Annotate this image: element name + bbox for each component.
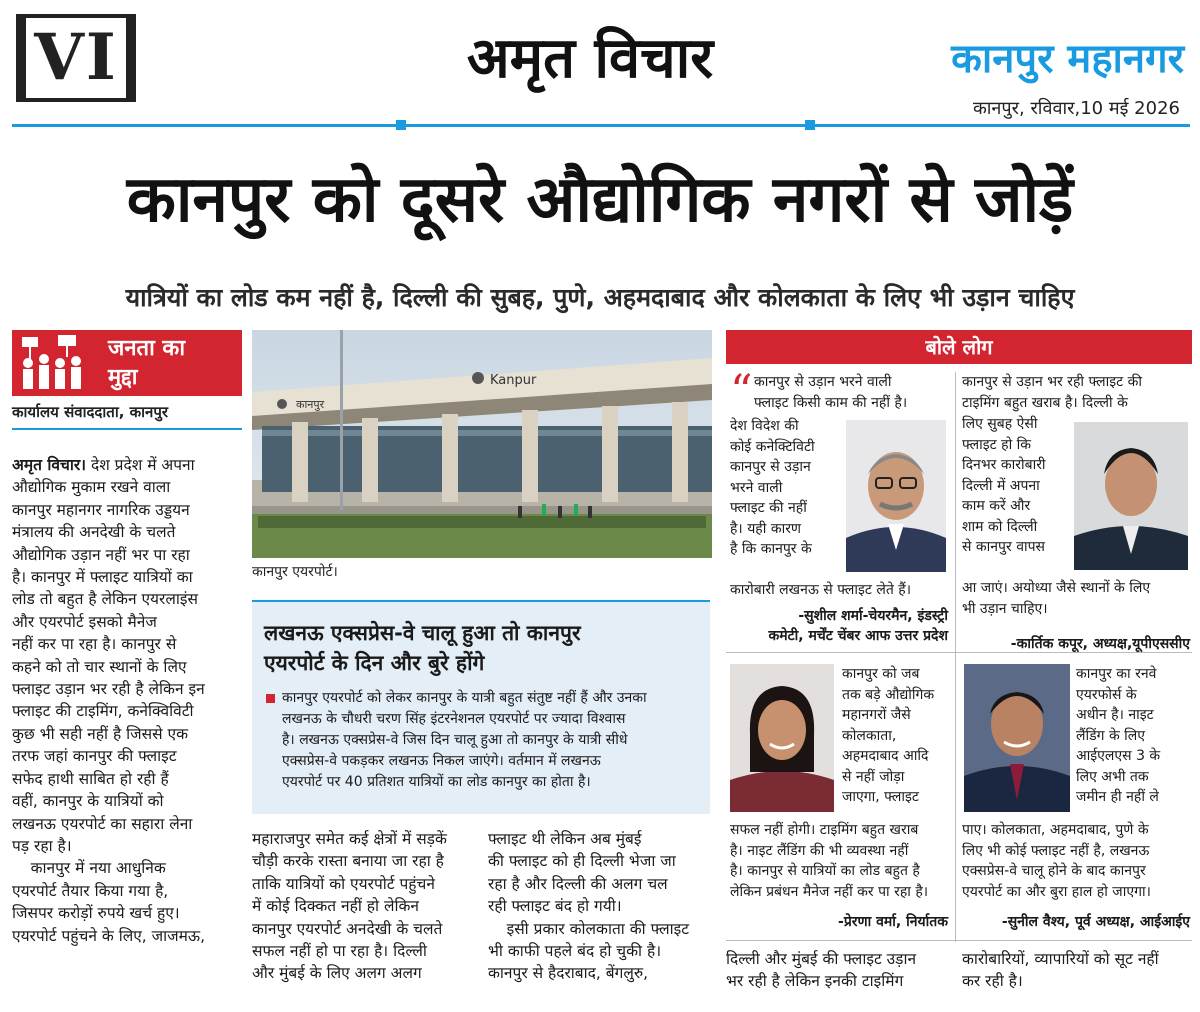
bole-log-title: बोले लोग [925, 335, 993, 359]
quote-line: कानपुर का रनवे [1076, 666, 1157, 682]
quote-line: टाइमिंग बहुत खराब है। दिल्ली के [962, 394, 1128, 411]
story-line: कानपुर एयरपोर्ट अनदेखी के चलते [252, 919, 443, 938]
substory-body [282, 688, 702, 793]
portrait-sushil-sharma [846, 420, 946, 572]
quote-3-attribution [726, 912, 948, 932]
quote-2-attribution [960, 634, 1190, 654]
substory-line: लखनऊ के चौधरी चरण सिंह इंटरनेशनल एयरपोर्ट पर ज्यादा विश्वास [282, 711, 626, 727]
quote-2-wrap [962, 414, 1068, 558]
newspaper-name: अमृत विचार [466, 25, 714, 91]
quote-line: है। यही कारण [730, 520, 802, 537]
story-column-5 [962, 948, 1190, 993]
quote-mark-icon: “ [730, 366, 753, 417]
story-line: कारोबारियों, व्यापारियों को सूट नहीं [962, 950, 1159, 968]
attribution-line: -कार्तिक कपूर, अध्यक्ष,यूपीएससीए [1010, 636, 1190, 652]
quote-1-tail [730, 580, 950, 601]
substory-line: एक्सप्रेस-वे पकड़कर लखनऊ निकल जाएंगे। वर्तमान में लखनऊ [282, 753, 601, 769]
quote-line: है कि कानपुर के [730, 541, 812, 557]
attribution-line: -सुशील शर्मा-चेयरमैन, इंडस्ट्री [798, 608, 948, 624]
story-line: लखनऊ एयरपोर्ट का सहारा लेना [12, 814, 193, 833]
story-line: कर रही है। [962, 972, 1023, 991]
row-divider [726, 940, 1192, 941]
quote-line: कोलकाता, [842, 727, 897, 744]
story-column-3 [488, 828, 710, 985]
quote-2-tail [962, 578, 1190, 619]
quote-line: से नहीं जोड़ा [842, 768, 905, 785]
quote-line: एयरफोर्स के [1076, 686, 1137, 703]
story-line: कानपुर से हैदराबाद, बेंगलुरु, [488, 964, 649, 983]
story-line: नहीं कर पा रहा है। कानपुर से [12, 635, 177, 654]
story-line: रहा है और दिल्ली की अलग चल [488, 874, 668, 893]
story-line: कुछ भी सही नहीं है जिससे एक [12, 724, 188, 743]
story-line: पड़ रहा है। [12, 836, 72, 855]
quote-line: कानपुर से उड़ान भर रही फ्लाइट की [962, 374, 1143, 390]
story-line: जिसपर करोड़ों रुपये खर्च हुए। [12, 904, 180, 923]
story-paragraph-2 [12, 857, 244, 879]
story-line: औद्योगिक उड़ान नहीं भर पा रहा [12, 545, 190, 564]
city-edition: कानपुर महानगर [951, 36, 1184, 82]
airport-logo-icon [472, 372, 484, 384]
story-line: इसी प्रकार कोलकाता की फ्लाइट [506, 919, 690, 938]
attribution-line: -प्रेरणा वर्मा, निर्यातक [838, 914, 948, 930]
airport-photo [252, 330, 712, 558]
photo-caption: कानपुर एयरपोर्ट। [252, 564, 338, 580]
airport-sign-hindi: कानपुर [296, 398, 325, 411]
quote-line: फ्लाइट हो कि [962, 436, 1032, 453]
attribution-line: -सुनील वैश्य, पूर्व अध्यक्ष, आईआईए [1001, 914, 1190, 930]
protest-crowd-icon [18, 335, 88, 391]
story-line: की फ्लाइट को ही दिल्ली भेजा जा [488, 852, 676, 871]
byline: कार्यालय संवाददाता, कानपुर [12, 403, 169, 421]
quote-line: लैंडिंग के लिए [1076, 727, 1146, 744]
quote-line: है। नाइट लैंडिंग की भी व्यवस्था नहीं [730, 842, 909, 859]
story-line: मंत्रालय की अनदेखी के चलते [12, 523, 176, 542]
story-line: औद्योगिक मुकाम रखने वाला [12, 478, 171, 497]
bole-log-header [726, 330, 1192, 364]
quote-line: एयरपोर्ट का और बुरा हाल हो जाएगा। [962, 883, 1151, 900]
quote-line: महानगरों जैसे [842, 707, 911, 723]
story-paragraph-1 [12, 454, 244, 857]
airport-sign-english: Kanpur [490, 373, 537, 388]
story-line: और मुंबई के लिए अलग अलग [252, 964, 422, 983]
rule-marker [396, 120, 406, 130]
quote-line: अधीन है। नाइट [1076, 707, 1154, 723]
substory-line: है। लखनऊ एक्सप्रेस-वे जिस दिन चालू हुआ तो कानपुर के यात्री सीधे [282, 732, 628, 748]
quote-line: जमीन ही नहीं ले [1076, 789, 1159, 805]
column-divider [955, 372, 956, 942]
story-line: चौड़ी करके रास्ता बनाया जा रहा है [252, 852, 444, 871]
substory-headline [264, 618, 704, 678]
story-line: दिल्ली और मुंबई की फ्लाइट उड़ान [726, 950, 917, 968]
quote-3-tail [730, 820, 952, 902]
person-portrait-icon [964, 664, 1070, 812]
quote-line: से कानपुर वापस [962, 539, 1046, 555]
story-line: कानपुर में नया आधुनिक [30, 859, 166, 878]
quote-line: पाए। कोलकाता, अहमदाबाद, पुणे के [962, 822, 1149, 838]
quote-line: है। कानपुर से यात्रियों का लोड बहुत है [730, 863, 920, 879]
story-line: सफेद हाथी साबित हो रही हैं [12, 769, 169, 788]
page-number: VI [16, 14, 136, 102]
substory-line: कानपुर एयरपोर्ट को लेकर कानपुर के यात्री बहुत संतुष्ट नहीं हैं और उनका [282, 690, 647, 706]
story-line: रही फ्लाइट बंद हो गयी। [488, 897, 622, 916]
person-portrait-icon [730, 664, 834, 812]
quote-line: कारोबारी लखनऊ से फ्लाइट लेते हैं। [730, 582, 912, 598]
story-line: सफल नहीं हो पा रहा है। दिल्ली [252, 942, 427, 961]
quote-line: आईएलएस 3 के [1076, 748, 1161, 764]
quote-4-attribution [960, 912, 1190, 932]
quote-line: लेकिन प्रबंधन मैनेज नहीं कर पा रहा है। [730, 883, 929, 900]
airport-logo-icon [277, 399, 287, 409]
quote-line: फ्लाइट किसी काम की नहीं है। [754, 394, 908, 411]
story-line: फ्लाइट उड़ान भर रही है लेकिन इन [12, 680, 205, 699]
story-line: फ्लाइट की टाइमिंग, कनेक्विविटी [12, 702, 194, 721]
portrait-sunil-vaishya [964, 664, 1070, 812]
story-line: एयरपोर्ट तैयार किया गया है, [12, 881, 169, 900]
quote-line: भरने वाली [730, 479, 783, 496]
story-column-1 [12, 454, 244, 947]
story-line: तरफ जहां कानपुर की फ्लाइट [12, 747, 177, 766]
substory-headline-line: एयरपोर्ट के दिन और बुरे होंगे [264, 651, 485, 675]
substory-line: एयरपोर्ट पर 40 प्रतिशत यात्रियों का लोड कानपुर का होता है। [282, 774, 591, 790]
quote-line: सफल नहीं होगी। टाइमिंग बहुत खराब [730, 822, 919, 838]
story-line: में कोई दिक्कत नहीं हो लेकिन [252, 897, 419, 916]
quote-line: लिए अभी तक [1076, 768, 1149, 785]
story-line: ताकि यात्रियों को एयरपोर्ट पहुंचने [252, 874, 435, 893]
bullet-icon [266, 694, 275, 703]
quote-3-wrap [842, 664, 950, 808]
person-portrait-icon [1074, 422, 1188, 570]
quote-line: दिनभर कारोबारी [962, 457, 1046, 473]
attribution-line: कमेटी, मर्चेंट चेंबर आफ उत्तर प्रदेश [768, 628, 948, 644]
story-line: कहने को तो चार स्थानों के लिए [12, 657, 187, 676]
story-line: वहीं, कानपुर के यात्रियों को [12, 792, 164, 811]
story-line: भी काफी पहले बंद हो चुकी है। [488, 942, 662, 961]
rule-marker [805, 120, 815, 130]
story-line: और एयरपोर्ट इसको मैनेज [12, 612, 157, 631]
portrait-prerna-verma [730, 664, 834, 812]
story-line: महाराजपुर समेत कई क्षेत्रों में सड़कें [252, 830, 447, 848]
quote-1-head [754, 372, 950, 413]
quote-line: कानपुर को जब [842, 666, 920, 682]
headline: कानपुर को दूसरे औद्योगिक नगरों से जोड़ें [126, 163, 1074, 237]
story-paragraph-2-cont [12, 880, 244, 947]
story-line: लोड तो बहुत है लेकिन एयरलाइंस [12, 590, 198, 609]
quote-2-head [962, 372, 1190, 413]
story-line: देश प्रदेश में अपना [90, 456, 195, 474]
quote-line: कोई कनेक्टिविटी [730, 438, 815, 455]
quote-line: फ्लाइट की नहीं [730, 500, 807, 516]
story-line: कानपुर महानगर नागरिक उड्डयन [12, 500, 190, 519]
quote-line: एक्सप्रेस-वे चालू होने के बाद कानपुर [962, 863, 1146, 879]
person-portrait-icon [846, 420, 946, 572]
section-tag [12, 330, 242, 396]
masthead-rule [12, 124, 1190, 127]
section-tag-line2: मुद्दा [108, 365, 138, 390]
story-lead-label: अमृत विचार। [12, 456, 87, 474]
story-line: फ्लाइट थी लेकिन अब मुंबई [488, 830, 642, 848]
quote-line: कानपुर से उड़ान भरने वाली [754, 374, 892, 390]
story-line: है। कानपुर में फ्लाइट यात्रियों का [12, 568, 193, 587]
section-tag-line1: जनता का [108, 336, 186, 361]
substory-box [252, 600, 710, 814]
dateline: कानपुर, रविवार,10 मई 2026 [972, 98, 1180, 119]
quote-line: आ जाएं। अयोध्या जैसे स्थानों के लिए [962, 580, 1151, 596]
quote-4-wrap [1076, 664, 1190, 808]
quote-line: लिए सुबह ऐसी [962, 416, 1038, 432]
story-column-4 [726, 948, 950, 993]
quote-line: शाम को दिल्ली [962, 518, 1038, 535]
quote-line: दिल्ली में अपना [962, 477, 1040, 494]
quote-line: देश विदेश की [730, 418, 799, 434]
quote-line: जाएगा, फ्लाइट [842, 789, 919, 805]
quote-line: काम करें और [962, 498, 1031, 514]
section-tag-label [108, 334, 238, 392]
quote-1-wrap [730, 416, 842, 560]
story-line: एयरपोर्ट पहुंचने के लिए, जाजमऊ, [12, 926, 206, 945]
story-column-2 [252, 828, 476, 985]
quote-line: भी उड़ान चाहिए। [962, 600, 1048, 617]
story-line: भर रही है लेकिन इनकी टाइमिंग [726, 972, 904, 991]
subheadline: यात्रियों का लोड कम नहीं है, दिल्ली की सुबह, पुणे, अहमदाबाद और कोलकाता के लिए भी उड़ान चाहिए [125, 283, 1075, 312]
portrait-kartik-kapoor [1074, 422, 1188, 570]
quote-line: अहमदाबाद आदि [842, 748, 929, 764]
quote-4-tail [962, 820, 1190, 902]
quote-line: लिए भी कोई फ्लाइट नहीं है, लखनऊ [962, 842, 1150, 859]
quote-line: तक बड़े औद्योगिक [842, 686, 935, 703]
byline-rule [12, 428, 242, 430]
quote-line: कानपुर से उड़ान [730, 459, 811, 475]
airport-photo-illustration [252, 330, 712, 558]
substory-headline-line: लखनऊ एक्सप्रेस-वे चालू हुआ तो कानपुर [264, 621, 581, 645]
quote-1-attribution [726, 606, 948, 646]
